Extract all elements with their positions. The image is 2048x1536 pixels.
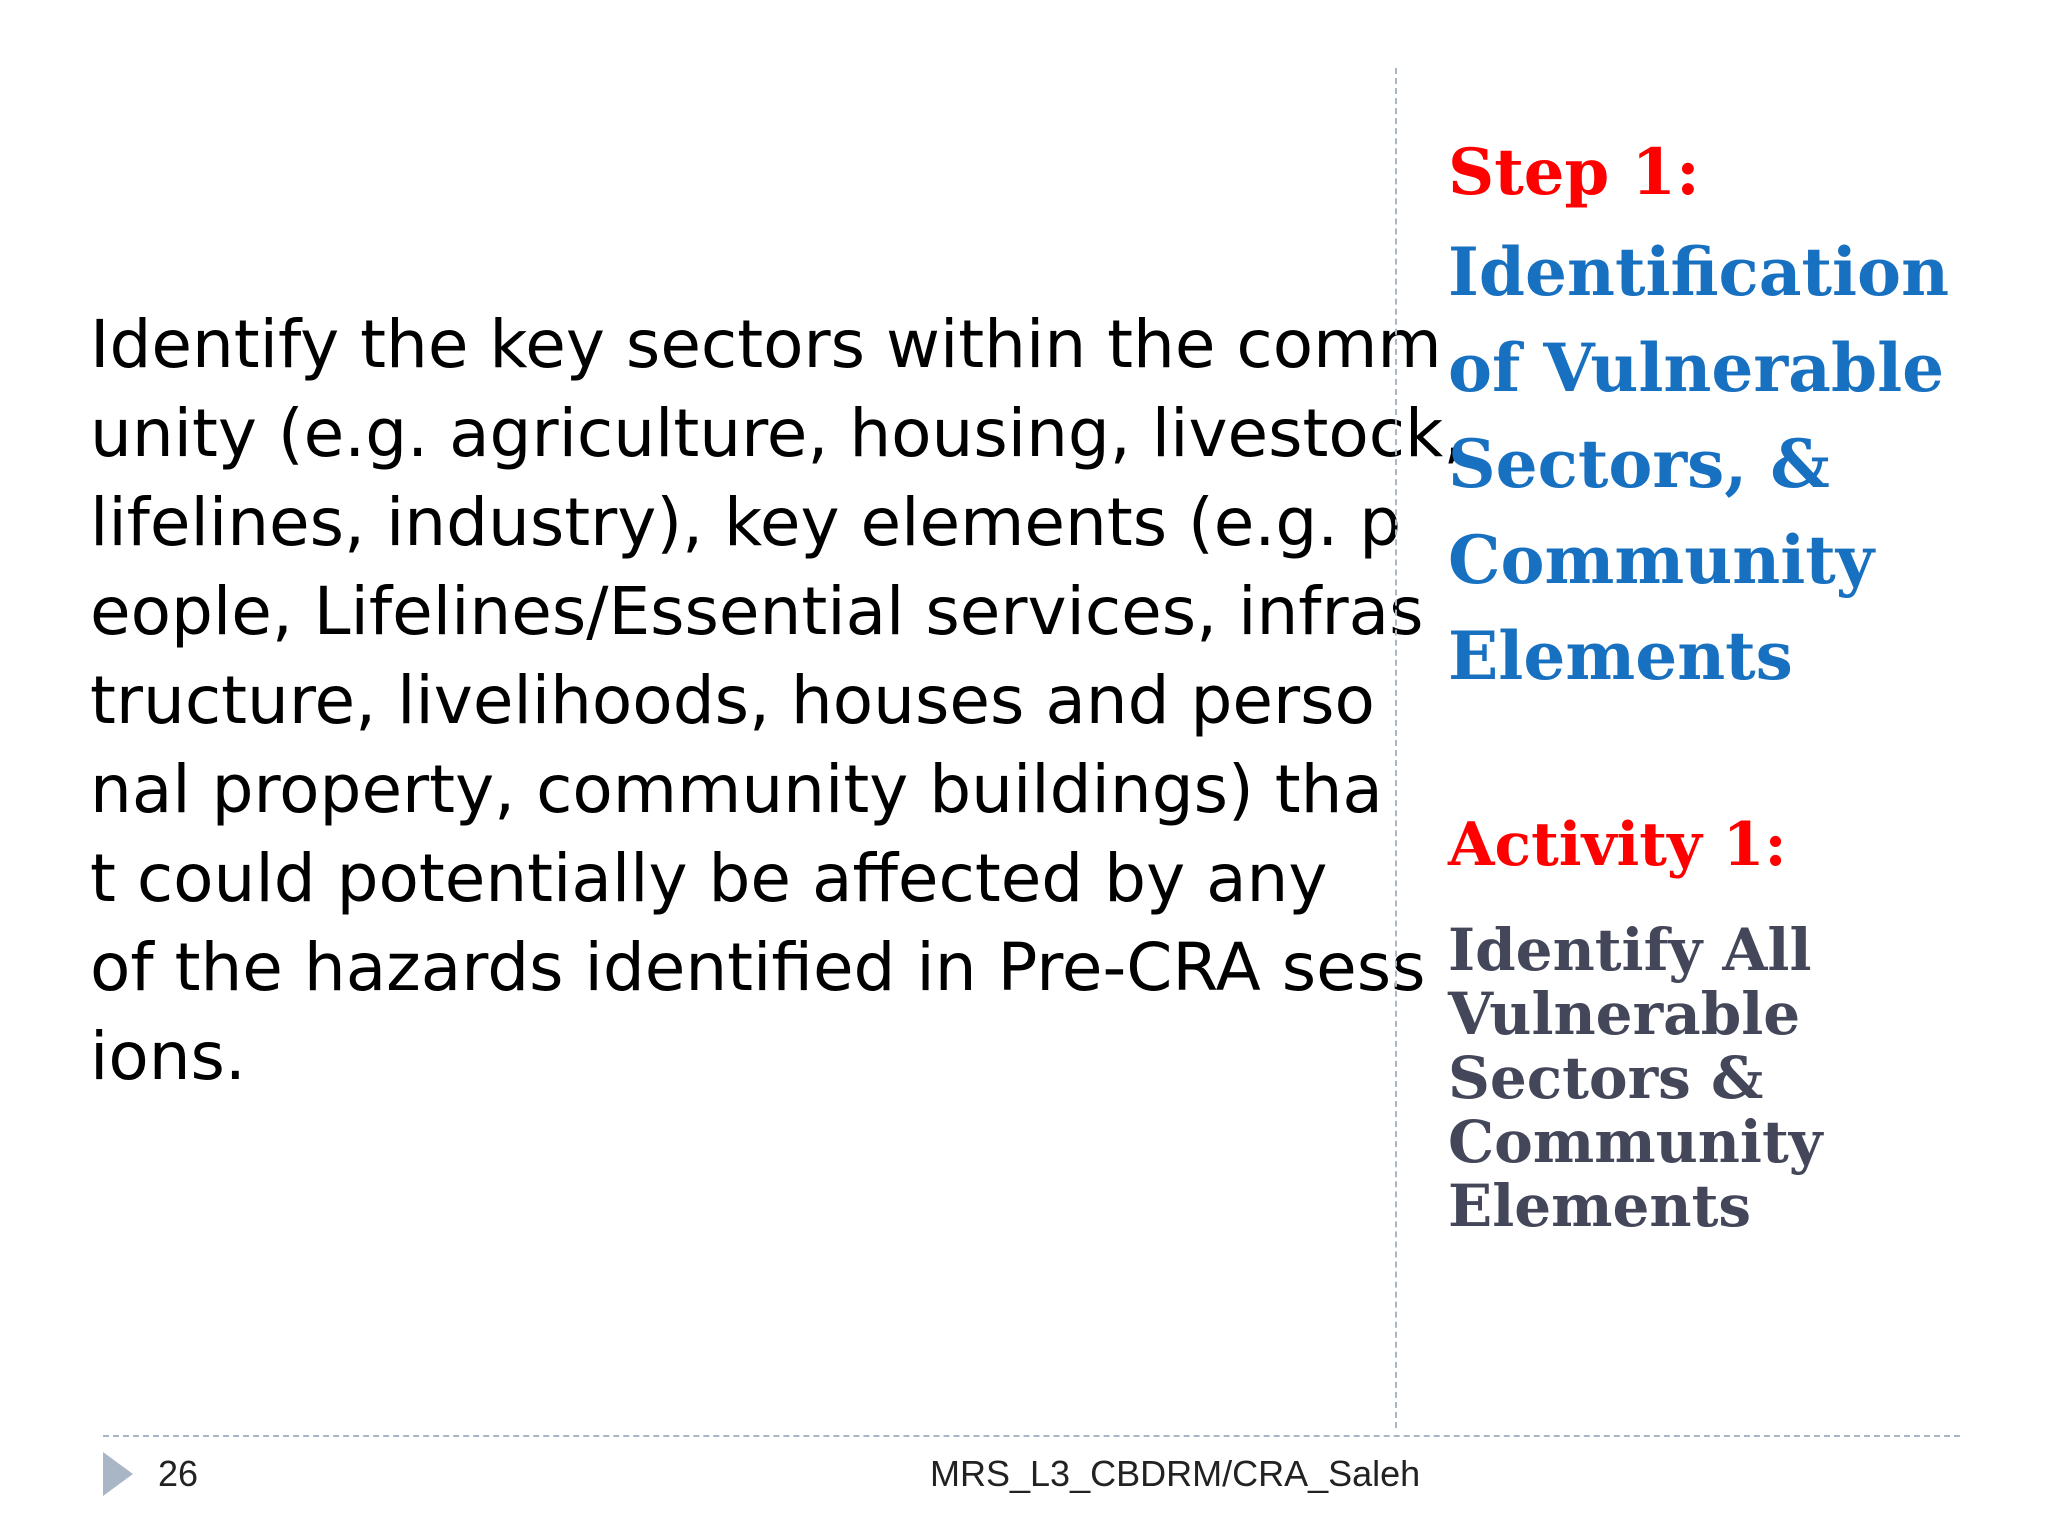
body-text (90, 300, 1465, 1101)
body-line: tructure, livelihoods, houses and perso (90, 662, 1375, 739)
body-line: nal property, community buildings) tha (90, 751, 1383, 828)
body-line: of the hazards identified in Pre-CRA sess (90, 929, 1426, 1006)
body-line: eople, Lifelines/Essential services, infras (90, 573, 1424, 650)
vertical-divider (1395, 68, 1397, 1428)
body-line: Identify the key sectors within the comm (90, 306, 1442, 383)
body-line: ions. (90, 1018, 246, 1095)
step-label: Step 1: (1448, 135, 1700, 210)
body-line: lifelines, industry), key elements (e.g. p (90, 484, 1402, 561)
footer-divider (103, 1435, 1960, 1437)
activity-label: Activity 1: (1448, 810, 1787, 880)
activity-title: Identify All Vulnerable Sectors & Community Elements (1448, 916, 1823, 1240)
page-number: 26 (158, 1453, 199, 1494)
body-line: t could potentially be affected by any (90, 840, 1328, 917)
body-line: unity (e.g. agriculture, housing, livestock, (90, 395, 1465, 472)
step-title: Identification of Vulnerable Sectors, & Community Elements (1448, 233, 1950, 695)
triangle-right-icon (103, 1452, 133, 1496)
footer-text: MRS_L3_CBDRM/CRA_Saleh (930, 1453, 1421, 1494)
